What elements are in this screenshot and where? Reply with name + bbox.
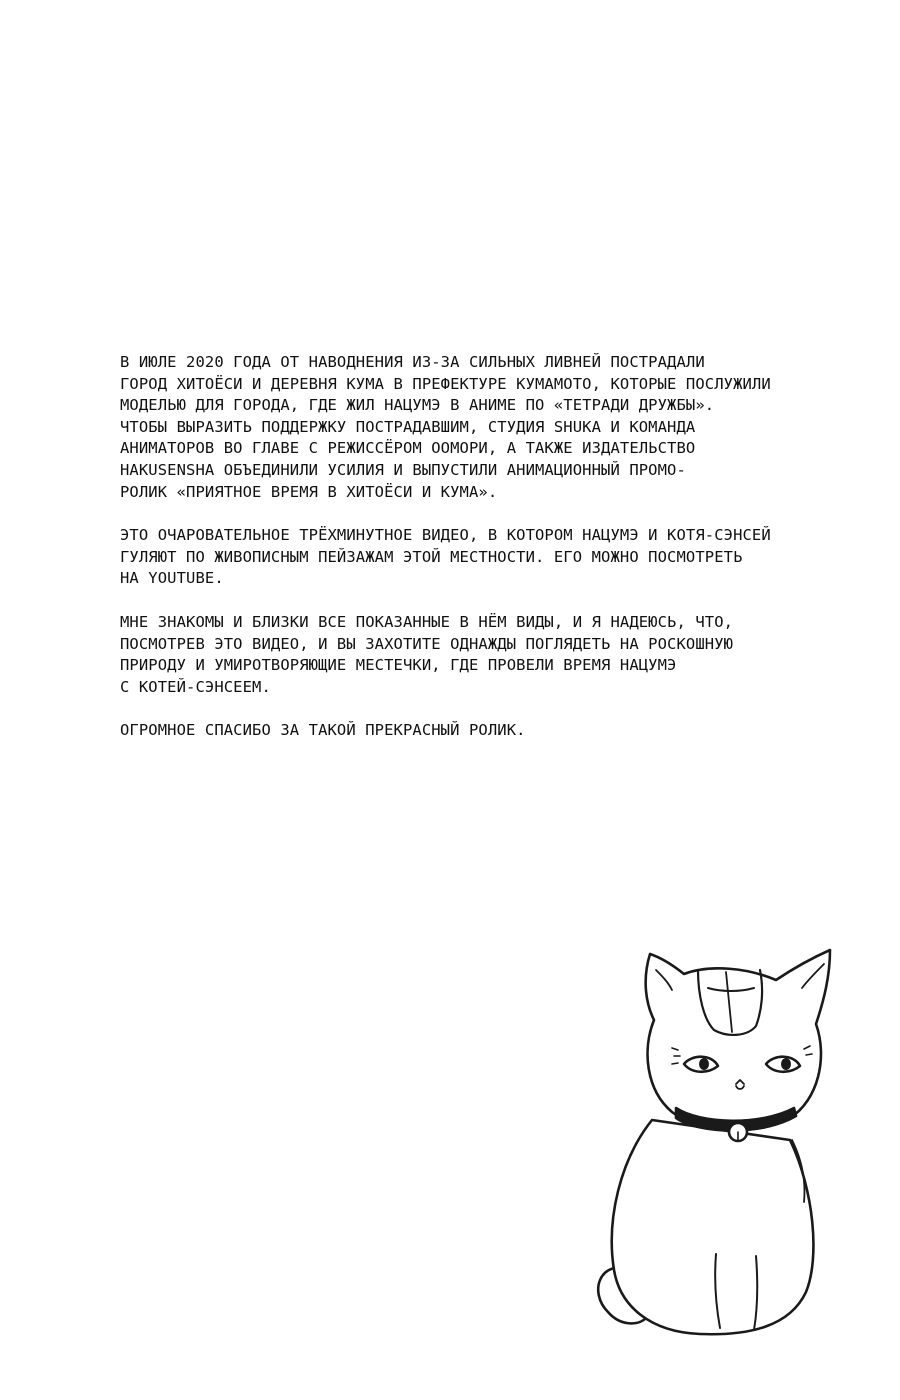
text-line: ЧТОБЫ ВЫРАЗИТЬ ПОДДЕРЖКУ ПОСТРАДАВШИМ, СТУДИЯ SHUKA И КОМАНДА xyxy=(120,417,696,436)
paragraph-3 xyxy=(120,612,780,698)
cat-pupil-left xyxy=(699,1058,709,1070)
afterword-text xyxy=(120,352,780,764)
cat-pupil-right xyxy=(781,1058,791,1070)
text-line: ПОСМОТРЕВ ЭТО ВИДЕО, И ВЫ ЗАХОТИТЕ ОДНАЖДЫ ПОГЛЯДЕТЬ НА РОСКОШНУЮ xyxy=(120,634,734,653)
text-line: С КОТЕЙ-СЭНСЕЕМ. xyxy=(120,677,271,696)
cat-head xyxy=(646,950,830,1130)
text-line: НА YOUTUBE. xyxy=(120,569,224,588)
cat-body xyxy=(612,1120,814,1334)
text-line: АНИМАТОРОВ ВО ГЛАВЕ С РЕЖИССЁРОМ ООМОРИ, А ТАКЖЕ ИЗДАТЕЛЬСТВО xyxy=(120,439,696,458)
cat-illustration-icon xyxy=(580,940,840,1340)
paragraph-1 xyxy=(120,352,780,503)
text-line: ГУЛЯЮТ ПО ЖИВОПИСНЫМ ПЕЙЗАЖАМ ЭТОЙ МЕСТНОСТИ. ЕГО МОЖНО ПОСМОТРЕТЬ xyxy=(120,547,743,566)
text-line: ГОРОД ХИТОЁСИ И ДЕРЕВНЯ КУМА В ПРЕФЕКТУРЕ КУМАМОТО, КОТОРЫЕ ПОСЛУЖИЛИ xyxy=(120,374,771,393)
text-line: ПРИРОДУ И УМИРОТВОРЯЮЩИЕ МЕСТЕЧКИ, ГДЕ ПРОВЕЛИ ВРЕМЯ НАЦУМЭ xyxy=(120,656,677,675)
text-line: МНЕ ЗНАКОМЫ И БЛИЗКИ ВСЕ ПОКАЗАННЫЕ В НЁМ ВИДЫ, И Я НАДЕЮСЬ, ЧТО, xyxy=(120,612,734,631)
text-line: HAKUSENSHA ОБЪЕДИНИЛИ УСИЛИЯ И ВЫПУСТИЛИ АНИМАЦИОННЫЙ ПРОМО- xyxy=(120,460,686,479)
text-line: ОГРОМНОЕ СПАСИБО ЗА ТАКОЙ ПРЕКРАСНЫЙ РОЛИК. xyxy=(120,721,526,740)
paragraph-2 xyxy=(120,525,780,590)
text-line: В ИЮЛЕ 2020 ГОДА ОТ НАВОДНЕНИЯ ИЗ-ЗА СИЛЬНЫХ ЛИВНЕЙ ПОСТРАДАЛИ xyxy=(120,353,705,371)
text-line: РОЛИК «ПРИЯТНОЕ ВРЕМЯ В ХИТОЁСИ И КУМА». xyxy=(120,482,498,501)
paragraph-4 xyxy=(120,720,780,742)
text-line: МОДЕЛЬЮ ДЛЯ ГОРОДА, ГДЕ ЖИЛ НАЦУМЭ В АНИМЕ ПО «ТЕТРАДИ ДРУЖБЫ». xyxy=(120,396,715,415)
text-line: ЭТО ОЧАРОВАТЕЛЬНОЕ ТРЁХМИНУТНОЕ ВИДЕО, В КОТОРОМ НАЦУМЭ И КОТЯ-СЭНСЕЙ xyxy=(120,526,771,545)
